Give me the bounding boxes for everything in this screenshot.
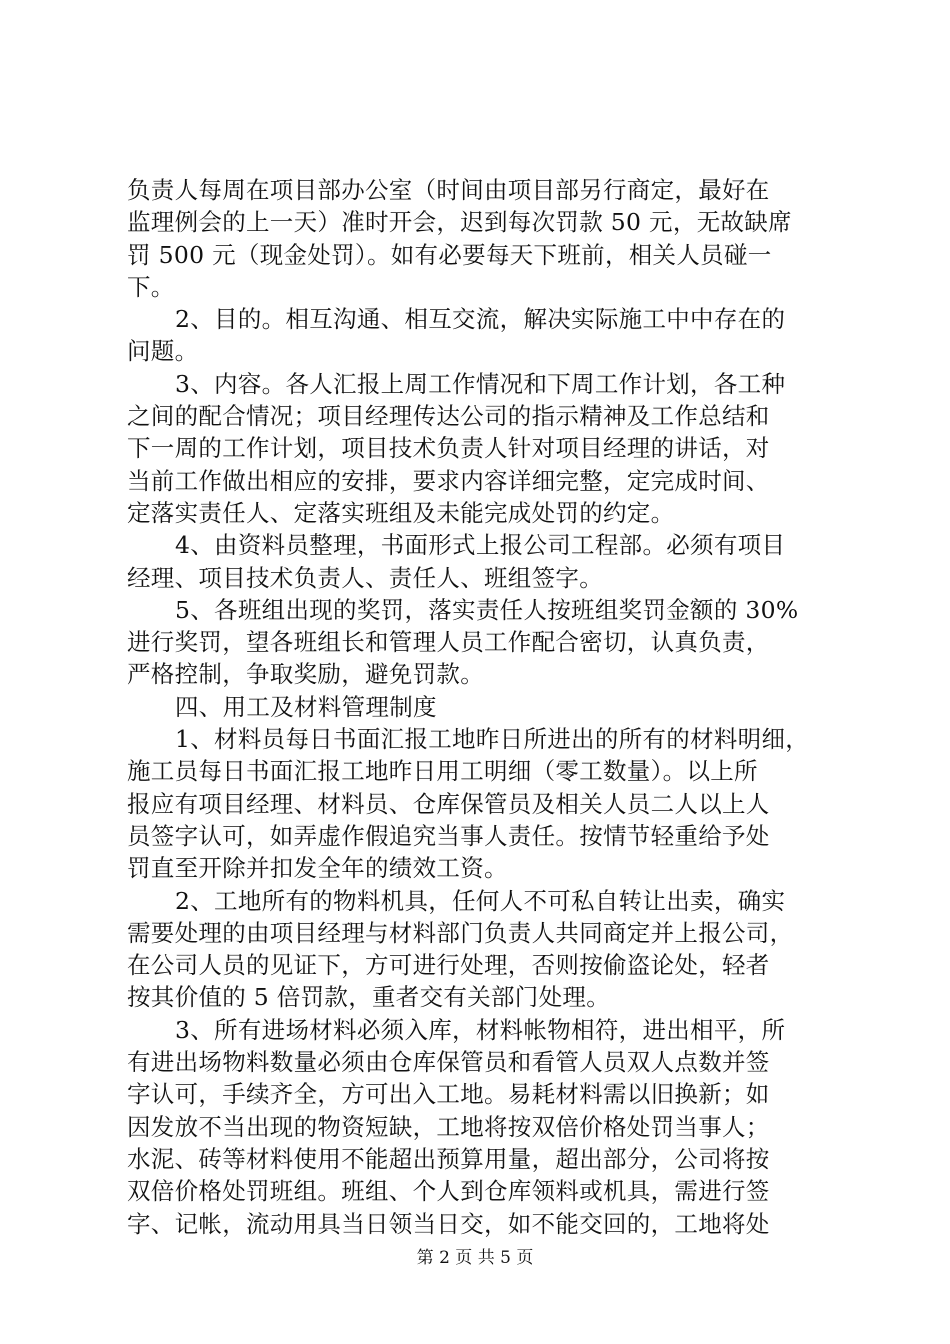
text-line: 经理、项目技术负责人、责任人、班组签字。 (127, 563, 603, 592)
text-line: 有进出场物料数量必须由仓库保管员和看管人员双人点数并签 (127, 1048, 770, 1077)
text-line: 字认可，手续齐全，方可出入工地。易耗材料需以旧换新；如 (127, 1080, 770, 1109)
paragraph-start: 2、工地所有的物料机具，任何人不可私自转让出卖，确实 (175, 886, 786, 915)
text-line: 下一周的工作计划，项目技术负责人针对项目经理的讲话，对 (127, 434, 770, 463)
text-line: 罚 500 元（现金处罚）。如有必要每天下班前，相关人员碰一 (127, 240, 772, 269)
paragraph-start: 3、内容。各人汇报上周工作情况和下周工作计划，各工种 (175, 369, 786, 398)
text-line: 需要处理的由项目经理与材料部门负责人共同商定并上报公司， (127, 918, 794, 947)
paragraph-start: 1、材料员每日书面汇报工地昨日所进出的所有的材料明细， (175, 725, 810, 754)
body-text (127, 174, 831, 1240)
section-heading: 四、用工及材料管理制度 (175, 692, 437, 721)
text-line: 问题。 (127, 337, 199, 366)
text-line: 罚直至开除并扣发全年的绩效工资。 (127, 854, 508, 883)
text-line: 双倍价格处罚班组。班组、个人到仓库领料或机具，需进行签 (127, 1177, 770, 1206)
text-line: 严格控制，争取奖励，避免罚款。 (127, 660, 484, 689)
text-line: 按其价值的 5 倍罚款，重者交有关部门处理。 (127, 983, 610, 1012)
text-line: 下。 (127, 272, 175, 301)
paragraph-start: 2、目的。相互沟通、相互交流，解决实际施工中中存在的 (175, 305, 786, 334)
text-line: 施工员每日书面汇报工地昨日用工明细（零工数量）。以上所 (127, 757, 758, 786)
text-line: 当前工作做出相应的安排，要求内容详细完整，定完成时间、 (127, 466, 770, 495)
text-line: 报应有项目经理、材料员、仓库保管员及相关人员二人以上人 (127, 789, 770, 818)
text-line: 进行奖罚，望各班组长和管理人员工作配合密切，认真负责， (127, 628, 770, 657)
text-line: 水泥、砖等材料使用不能超出预算用量，超出部分，公司将按 (127, 1144, 770, 1173)
paragraph-start: 4、由资料员整理，书面形式上报公司工程部。必须有项目 (175, 531, 786, 560)
page-footer (0, 1243, 950, 1268)
text-line: 员签字认可，如弄虚作假追究当事人责任。按情节轻重给予处 (127, 821, 770, 850)
text-line: 在公司人员的见证下，方可进行处理，否则按偷盗论处，轻者 (127, 951, 770, 980)
paragraph-start: 3、所有进场材料必须入库，材料帐物相符，进出相平，所 (175, 1015, 786, 1044)
text-line: 定落实责任人、定落实班组及未能完成处罚的约定。 (127, 498, 675, 527)
paragraph-start: 5、各班组出现的奖罚，落实责任人按班组奖罚金额的 30% (175, 595, 799, 624)
text-line: 因发放不当出现的物资短缺，工地将按双倍价格处罚当事人； (127, 1112, 770, 1141)
text-line: 之间的配合情况；项目经理传达公司的指示精神及工作总结和 (127, 402, 770, 431)
text-line: 监理例会的上一天）准时开会，迟到每次罚款 50 元，无故缺席 (127, 208, 792, 237)
text-line: 字、记帐，流动用具当日领当日交，如不能交回的，工地将处 (127, 1209, 770, 1238)
page-number: 第 2 页 共 5 页 (416, 1248, 534, 1268)
text-line: 负责人每周在项目部办公室（时间由项目部另行商定，最好在 (127, 176, 770, 204)
